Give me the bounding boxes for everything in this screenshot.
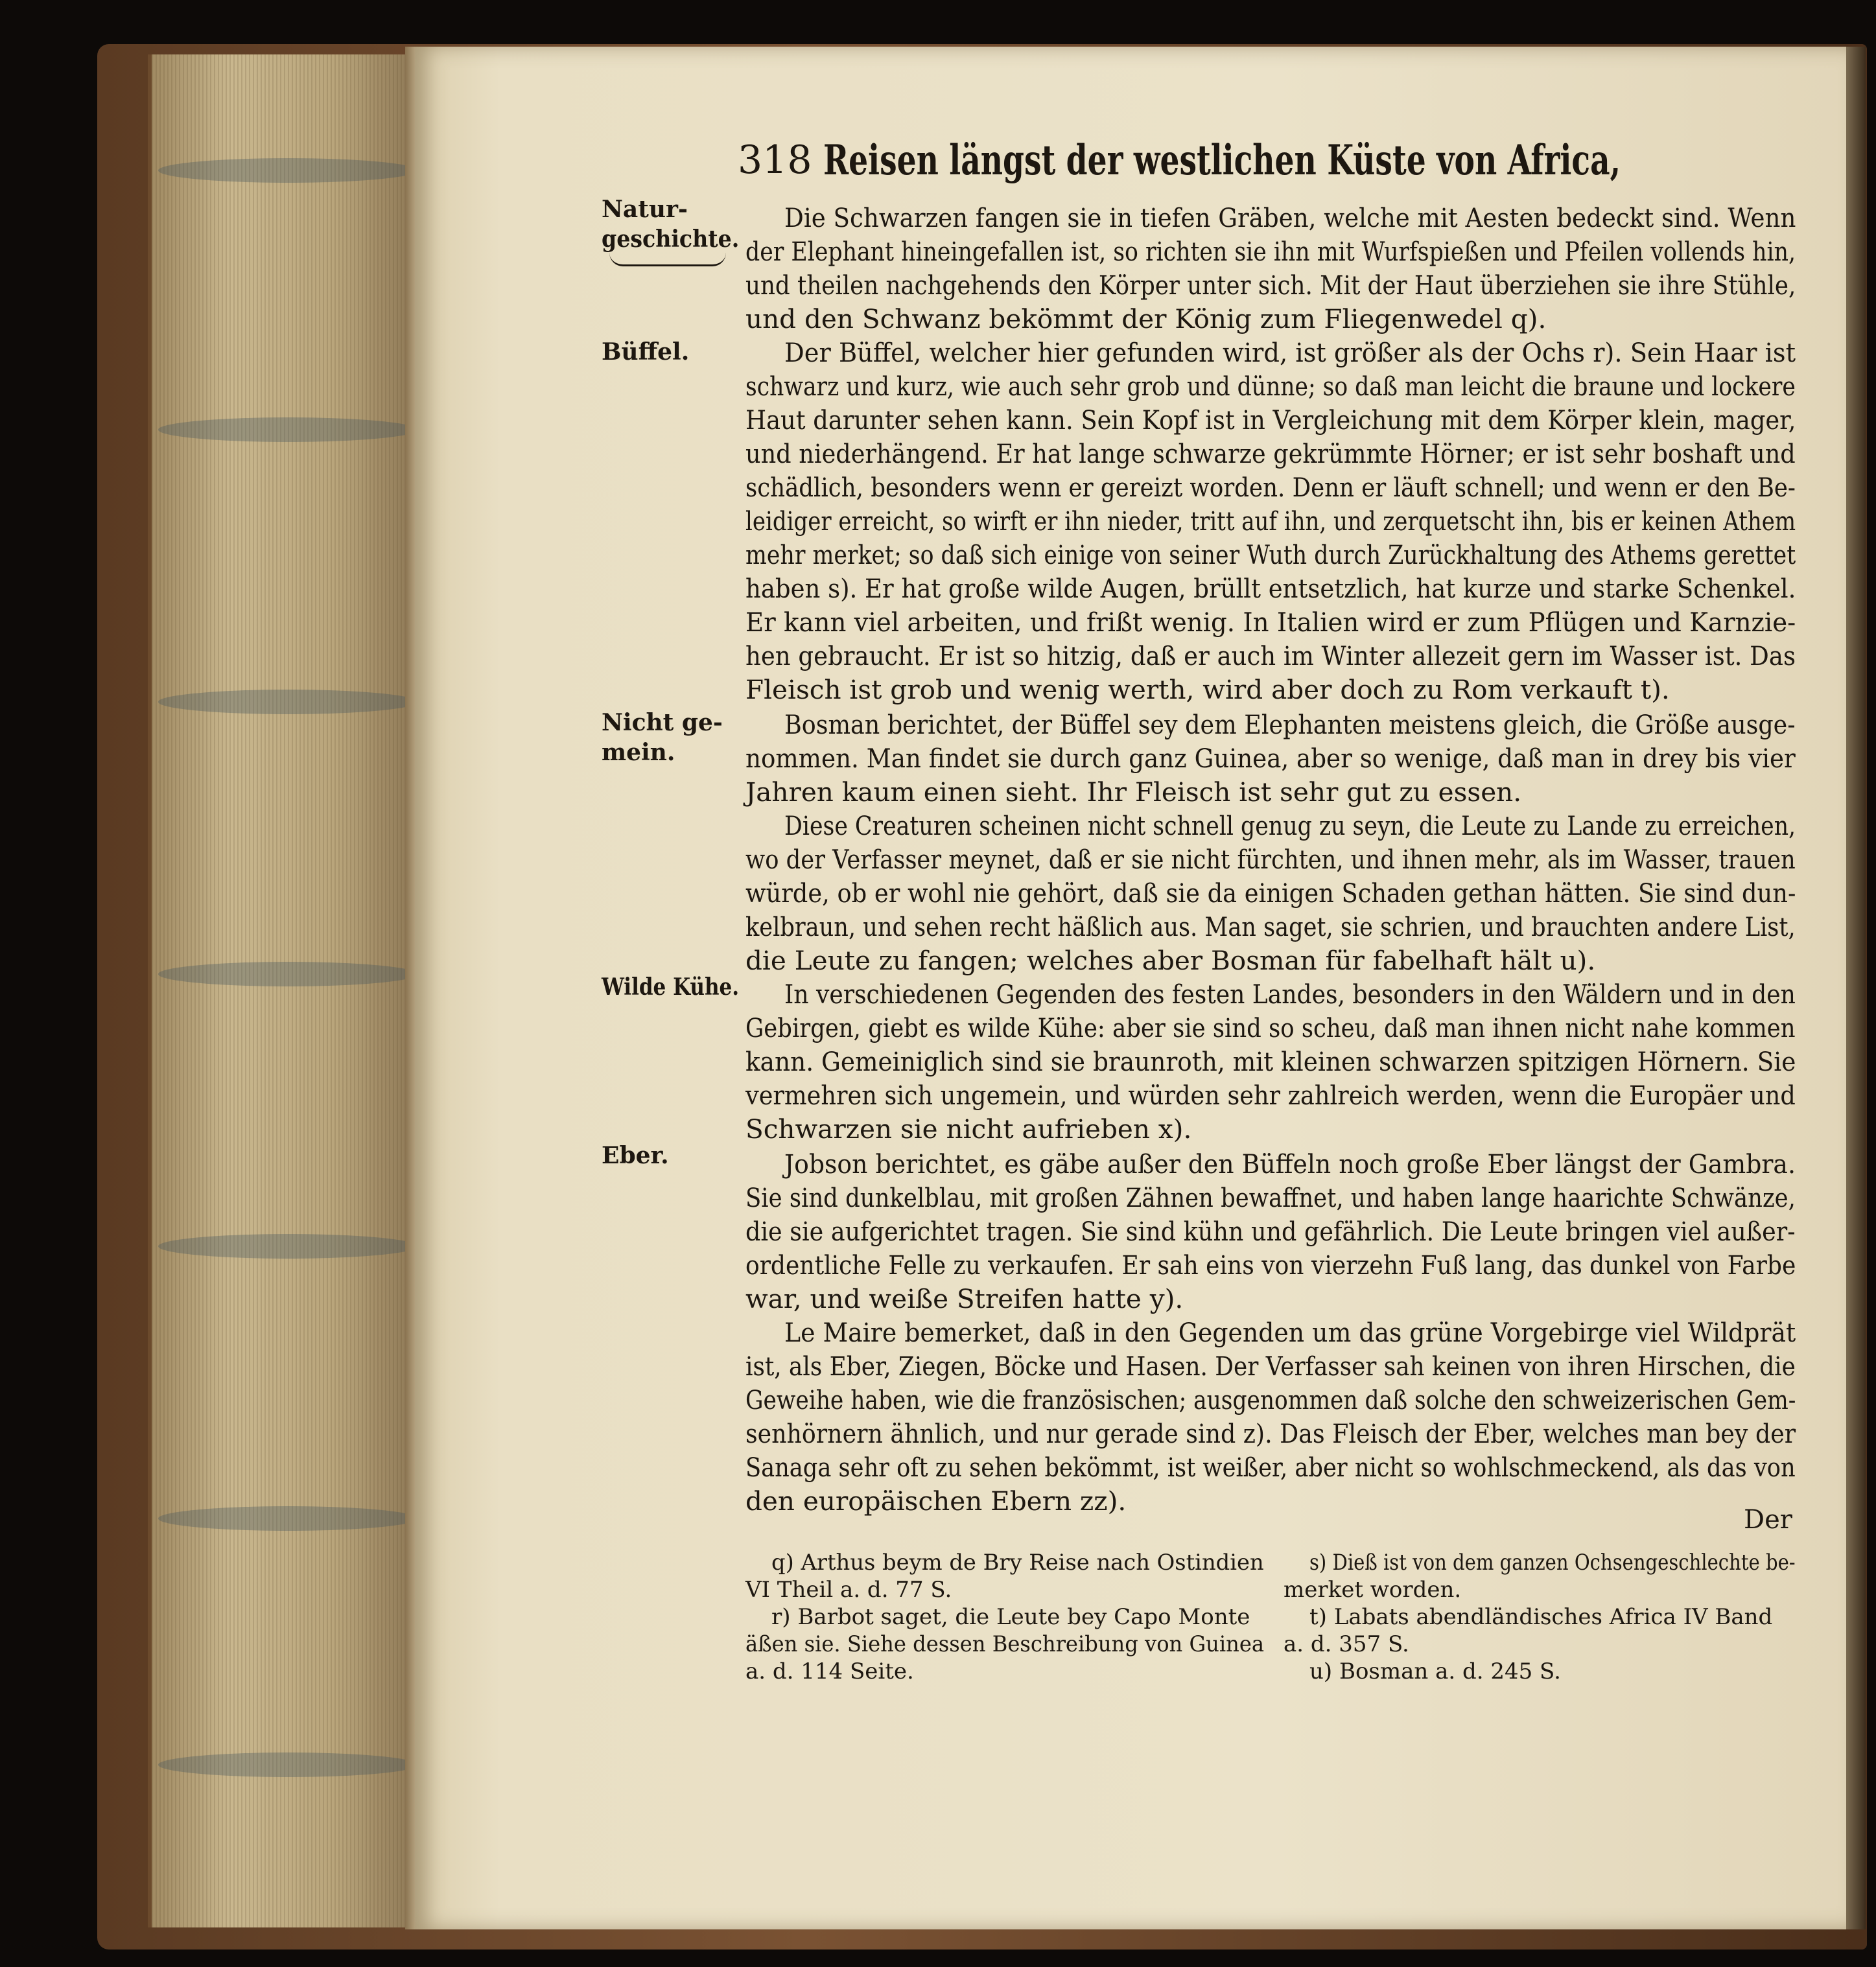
margin-note: Natur- [602, 196, 688, 223]
running-head: Reisen längst der westlichen Küste von Africa, [823, 136, 1621, 185]
body-line: und niederhängend. Er hat lange schwarze gekrümmte Hörner; er ist sehr boshaft und [745, 438, 1796, 469]
edge-stain [158, 1506, 417, 1531]
body-line: Le Maire bemerket, daß in den Gegenden um das grüne Vorgebirge viel Wildprät [784, 1317, 1796, 1348]
body-line: schwarz und kurz, wie auch sehr grob und dünne; so daß man leicht die braune und lockere [745, 371, 1796, 402]
body-line: würde, ob er wohl nie gehört, daß sie da einigen Schaden gethan hätten. Sie sind dun- [745, 878, 1796, 909]
body-line: In verschiedenen Gegenden des festen Landes, besonders in den Wäldern und in den [784, 979, 1796, 1010]
body-line: der Elephant hineingefallen ist, so richten sie ihn mit Wurfspießen und Pfeilen vollends hin, [745, 236, 1796, 267]
footnote-line: a. d. 357 S. [1284, 1631, 1409, 1657]
body-line: Haut darunter sehen kann. Sein Kopf ist in Vergleichung mit dem Körper klein, mager, [745, 404, 1796, 436]
body-line: Bosman berichtet, der Büffel sey dem Elephanten meistens gleich, die Größe ausge- [784, 709, 1796, 740]
body-line: nommen. Man findet sie durch ganz Guinea, aber so wenige, daß man in drey bis vier [745, 743, 1796, 774]
margin-bracket [609, 253, 726, 266]
margin-note: geschichte. [602, 226, 740, 253]
edge-stain [158, 158, 417, 183]
body-line: kann. Gemeiniglich sind sie braunroth, mit kleinen schwarzen spitzigen Hörnern. Sie [745, 1046, 1796, 1077]
body-line: die sie aufgerichtet tragen. Sie sind kühn und gefährlich. Die Leute bringen viel außer- [745, 1216, 1796, 1247]
footnote-line: VI Theil a. d. 77 S. [745, 1577, 952, 1603]
body-line: Die Schwarzen fangen sie in tiefen Gräben, welche mit Aesten bedeckt sind. Wenn [784, 202, 1796, 233]
body-line: Jahren kaum einen sieht. Ihr Fleisch ist sehr gut zu essen. [745, 776, 1522, 808]
edge-stain [158, 1752, 417, 1777]
footnote-line: merket worden. [1284, 1577, 1462, 1603]
body-line: Geweihe haben, wie die französischen; ausgenommen daß solche den schweizerischen Gem- [745, 1384, 1796, 1415]
footnote-line: t) Labats abendländisches Africa IV Band [1309, 1604, 1773, 1630]
edge-stain [158, 690, 417, 714]
body-line: Fleisch ist grob und wenig werth, wird aber doch zu Rom verkauft t). [745, 674, 1670, 705]
body-line: Jobson berichtet, es gäbe außer den Büffeln noch große Eber längst der Gambra. [784, 1148, 1796, 1180]
page-edges [148, 54, 419, 1927]
body-line: und den Schwanz bekömmt der König zum Fliegenwedel q). [745, 303, 1547, 334]
body-line: Gebirgen, giebt es wilde Kühe: aber sie sind so scheu, daß man ihnen nicht nahe kommen [745, 1012, 1796, 1043]
facing-page-edge [1846, 47, 1866, 1929]
body-line: haben s). Er hat große wilde Augen, brüllt entsetzlich, hat kurze und starke Schenkel. [745, 573, 1796, 604]
footnote-line: a. d. 114 Seite. [745, 1659, 914, 1684]
body-line: die Leute zu fangen; welches aber Bosman für fabelhaft hält u). [745, 945, 1596, 976]
body-line: kelbraun, und sehen recht häßlich aus. Man saget, sie schrien, und brauchten andere List, [745, 911, 1796, 942]
margin-note: Büffel. [602, 338, 690, 366]
footnote-line: s) Dieß ist von dem ganzen Ochsengeschlechte be- [1309, 1550, 1796, 1576]
body-line: Der Büffel, welcher hier gefunden wird, ist größer als der Ochs r). Sein Haar ist [784, 337, 1796, 368]
edge-stain [158, 417, 417, 442]
page-number: 318 [738, 137, 812, 183]
body-line: und theilen nachgehends den Körper unter sich. Mit der Haut überziehen sie ihre Stühle, [745, 270, 1796, 301]
footnote-line: q) Arthus beym de Bry Reise nach Ostindien [771, 1550, 1264, 1576]
footnote-line: u) Bosman a. d. 245 S. [1309, 1659, 1561, 1684]
body-line: Diese Creaturen scheinen nicht schnell genug zu seyn, die Leute zu Lande zu erreichen, [784, 810, 1796, 841]
footnote-line: r) Barbot saget, die Leute bey Capo Monte [771, 1604, 1250, 1630]
body-line: leidiger erreicht, so wirft er ihn nieder, tritt auf ihn, und zerquetscht ihn, bis er keinen Athem [745, 506, 1796, 537]
margin-note: Eber. [602, 1142, 669, 1169]
body-line: vermehren sich ungemein, und würden sehr zahlreich werden, wenn die Europäer und [745, 1080, 1796, 1111]
body-line: ordentliche Felle zu verkaufen. Er sah eins von vierzehn Fuß lang, das dunkel von Farbe [745, 1250, 1796, 1281]
body-line: Er kann viel arbeiten, und frißt wenig. In Italien wird er zum Pflügen und Karnzie- [745, 607, 1796, 638]
edge-stain [158, 1234, 417, 1259]
body-line: Schwarzen sie nicht aufrieben x). [745, 1113, 1192, 1145]
body-line: schädlich, besonders wenn er gereizt worden. Denn er läuft schnell; und wenn er den Be- [745, 472, 1796, 503]
body-line: Sie sind dunkelblau, mit großen Zähnen bewaffnet, und haben lange haarichte Schwänze, [745, 1182, 1796, 1213]
edge-stain [158, 962, 417, 986]
body-line: hen gebraucht. Er ist so hitzig, daß er auch im Winter allezeit gern im Wasser ist. Das [745, 640, 1796, 671]
body-line: senhörnern ähnlich, und nur gerade sind z). Das Fleisch der Eber, welches man bey der [745, 1418, 1796, 1449]
body-line: ist, als Eber, Ziegen, Böcke und Hasen. Der Verfasser sah keinen von ihren Hirschen, die [745, 1351, 1796, 1382]
body-line: wo der Verfasser meynet, daß er sie nicht fürchten, und ihnen mehr, als im Wasser, trauen [745, 844, 1796, 875]
margin-note: mein. [602, 739, 675, 766]
margin-note: Wilde Kühe. [602, 973, 740, 1001]
body-line: Sanaga sehr oft zu sehen bekömmt, ist weißer, aber nicht so wohlschmeckend, als das von [745, 1452, 1796, 1483]
body-line: war, und weiße Streifen hatte y). [745, 1283, 1184, 1314]
footnote-line: äßen sie. Siehe dessen Beschreibung von Guinea [745, 1631, 1265, 1657]
body-line: mehr merket; so daß sich einige von seiner Wuth durch Zurückhaltung des Athems gerettet [745, 539, 1796, 570]
catchword: Der [1744, 1505, 1792, 1535]
margin-note: Nicht ge- [602, 709, 723, 736]
body-line: den europäischen Ebern zz). [745, 1485, 1127, 1517]
